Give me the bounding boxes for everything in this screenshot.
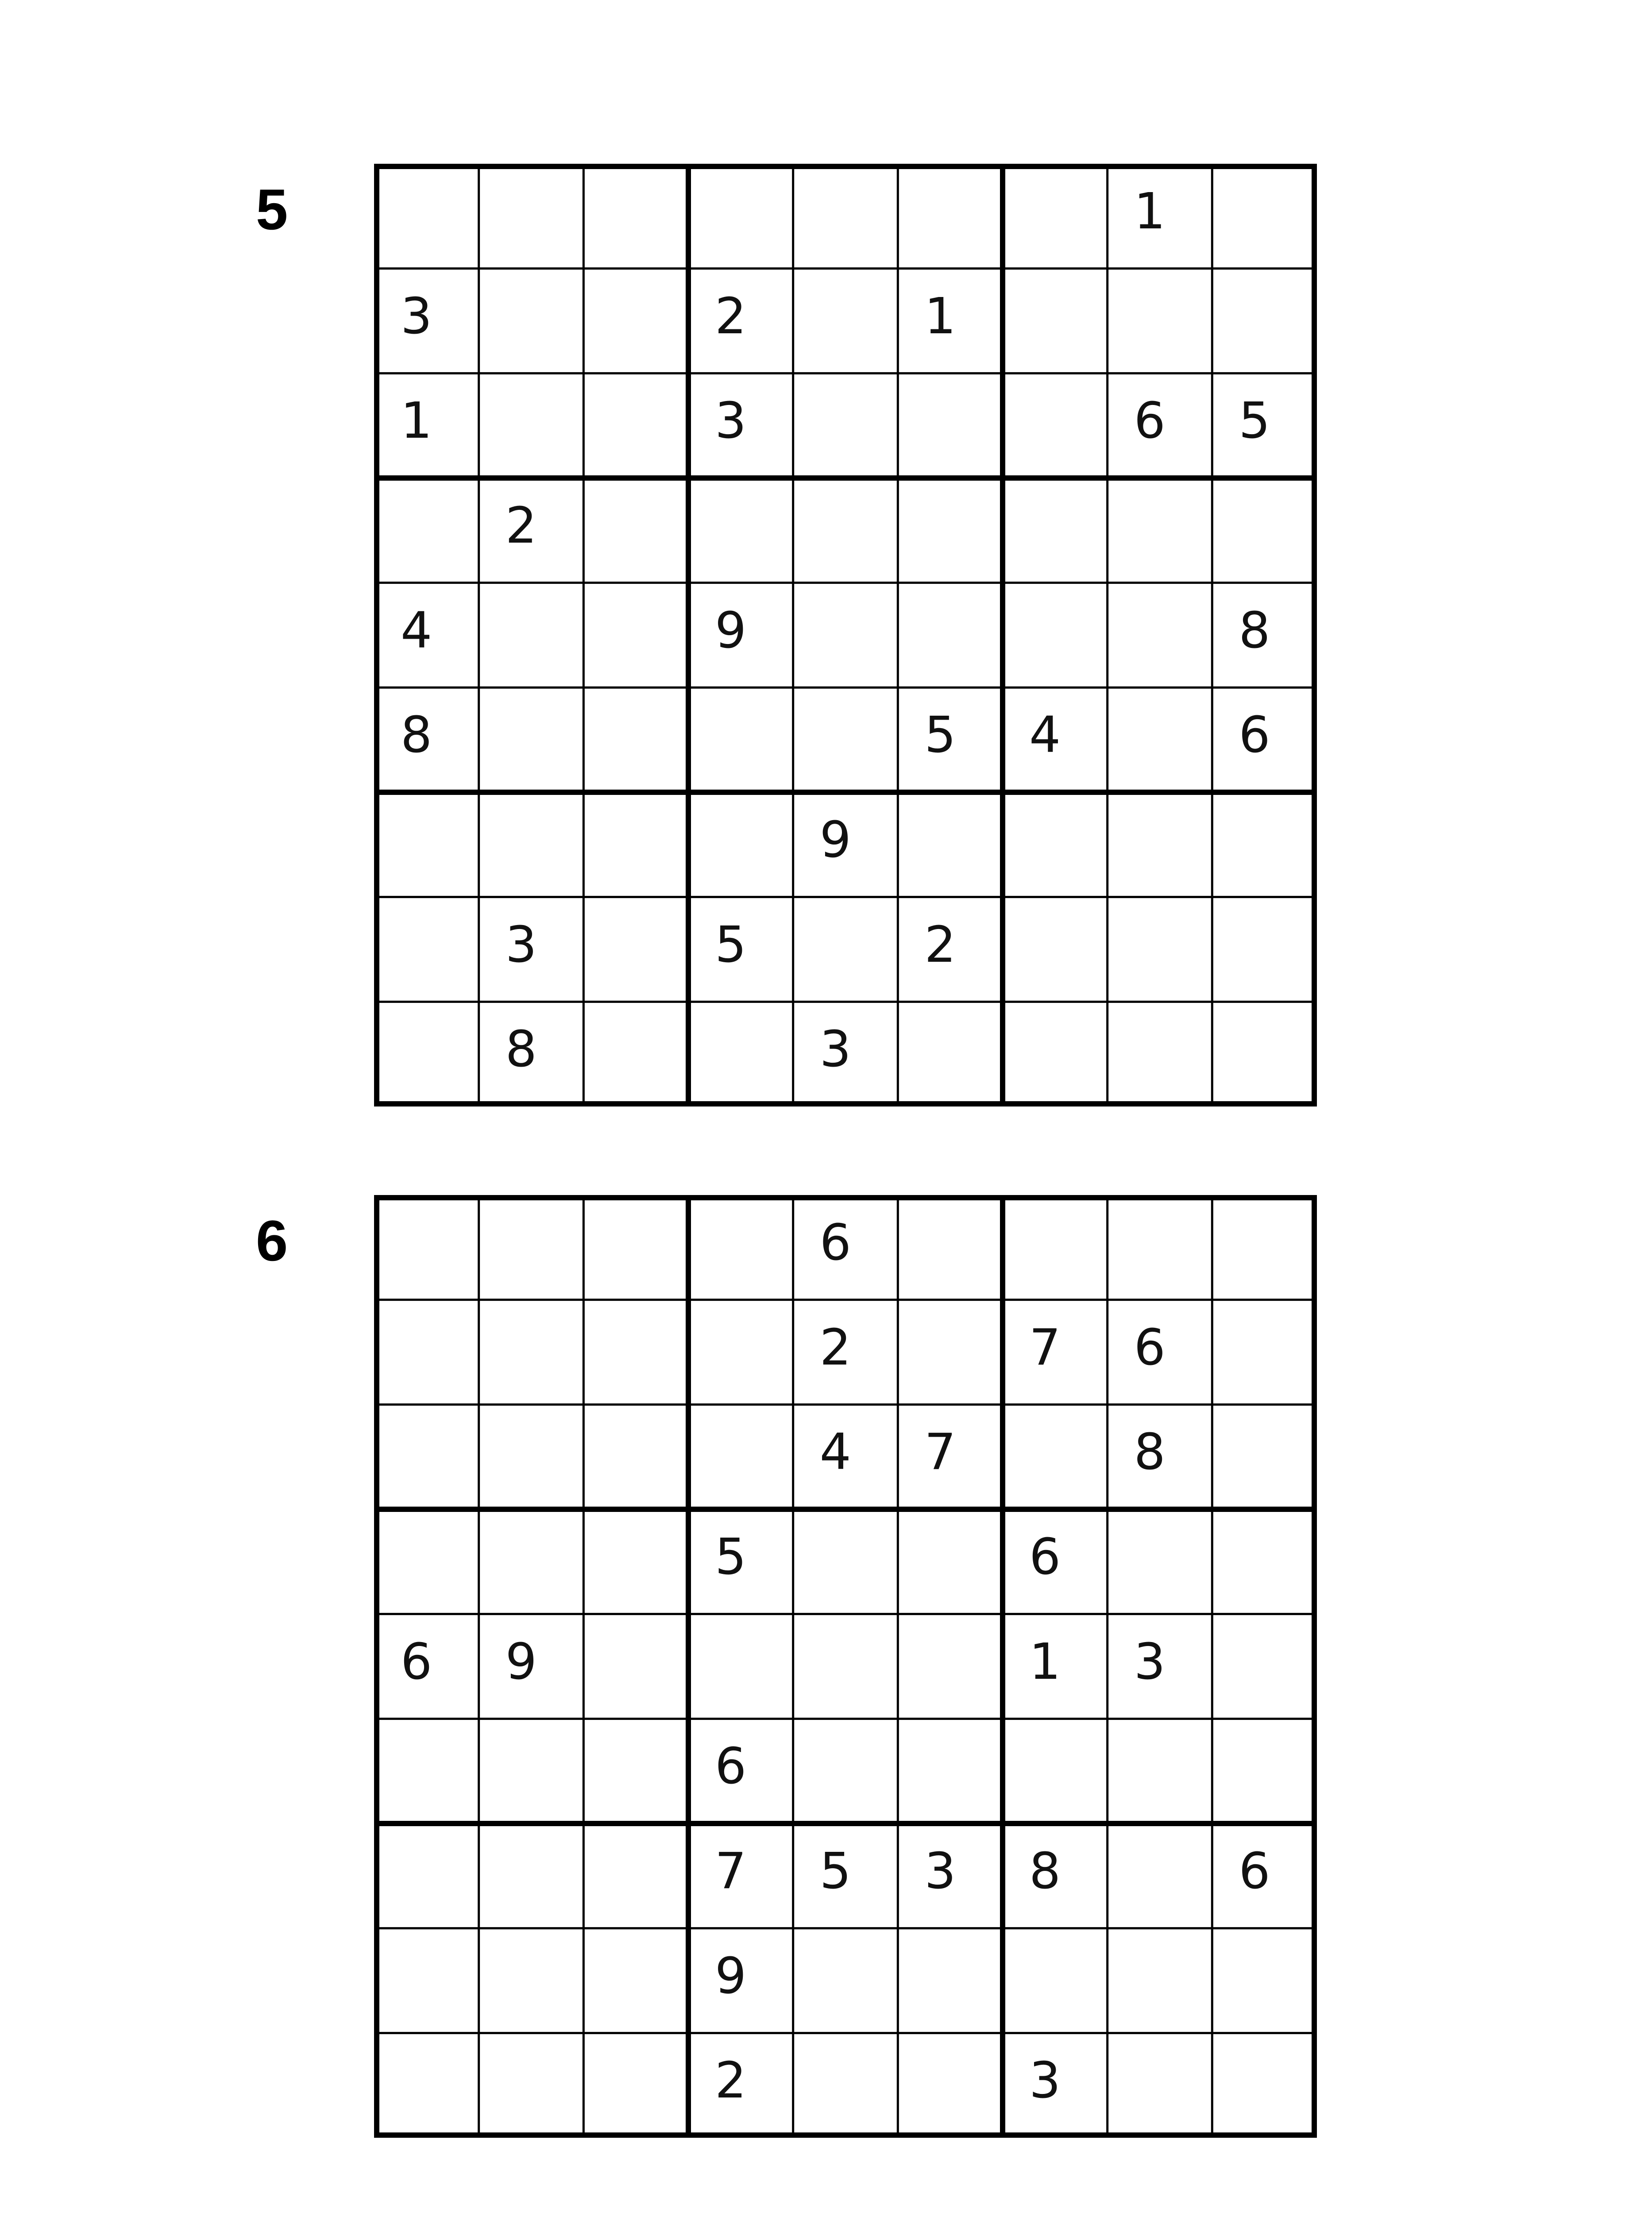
sudoku-cell-r6c3[interactable] (583, 687, 688, 792)
sudoku-cell-r7c7[interactable]: 8 (1029, 1843, 1061, 1900)
sudoku-cell-r9c5[interactable]: 3 (819, 1021, 851, 1079)
puzzle-5-number: 5 (256, 177, 288, 242)
sudoku-cell-r3c3[interactable] (583, 373, 688, 478)
sudoku-cell-r4c7[interactable]: 6 (1029, 1528, 1061, 1586)
sudoku-cell-r1c2[interactable] (479, 1195, 584, 1300)
sudoku-cell-r5c9[interactable] (1212, 1614, 1317, 1719)
sudoku-cell-r5c6[interactable] (898, 583, 1003, 688)
sudoku-cell-r6c7[interactable]: 4 (1029, 706, 1061, 764)
sudoku-cell-r8c7[interactable] (1003, 1928, 1108, 2033)
sudoku-cell-r4c1[interactable] (374, 478, 479, 583)
sudoku-cell-r6c6[interactable] (898, 1719, 1003, 1824)
sudoku-cell-r2c2[interactable] (479, 269, 584, 374)
sudoku-cell-r3c8[interactable]: 6 (1134, 392, 1166, 450)
sudoku-cell-r1c4[interactable] (688, 1195, 793, 1300)
sudoku-grid-puzzle-6 (374, 1195, 1317, 2138)
sudoku-cell-r2c8[interactable] (1108, 269, 1212, 374)
sudoku-cell-r4c6[interactable] (898, 1509, 1003, 1614)
sudoku-cell-r3c1[interactable] (374, 1404, 479, 1509)
sudoku-cell-r5c7[interactable] (1003, 583, 1108, 688)
sudoku-cell-r8c2[interactable]: 3 (505, 916, 537, 974)
sudoku-cell-r1c1[interactable] (374, 164, 479, 269)
sudoku-cell-r2c7[interactable] (1003, 269, 1108, 374)
sudoku-cell-r9c2[interactable] (479, 2033, 584, 2138)
sudoku-cell-r5c3[interactable] (583, 583, 688, 688)
sudoku-cell-r1c3[interactable] (583, 1195, 688, 1300)
sudoku-cell-r9c7[interactable]: 3 (1029, 2052, 1061, 2110)
sudoku-cell-r1c6[interactable] (898, 1195, 1003, 1300)
sudoku-cell-r4c6[interactable] (898, 478, 1003, 583)
sudoku-cell-r8c4[interactable]: 9 (715, 1947, 747, 2005)
sudoku-cell-r6c9[interactable] (1212, 1719, 1317, 1824)
sudoku-cell-r2c6[interactable]: 1 (924, 287, 956, 345)
sudoku-cell-r5c5[interactable] (793, 1614, 898, 1719)
sudoku-cell-r9c4[interactable] (688, 1002, 793, 1106)
sudoku-cell-r5c1[interactable]: 4 (401, 601, 432, 659)
sudoku-cell-r6c1[interactable] (374, 1719, 479, 1824)
sudoku-cell-r3c9[interactable]: 5 (1239, 392, 1270, 450)
sudoku-cell-r2c1[interactable] (374, 1300, 479, 1405)
sudoku-cell-r3c8[interactable]: 8 (1134, 1423, 1166, 1481)
sudoku-cell-r8c6[interactable]: 2 (924, 916, 956, 974)
sudoku-cell-r3c3[interactable] (583, 1404, 688, 1509)
sudoku-cell-r5c8[interactable]: 3 (1134, 1633, 1166, 1691)
sudoku-cell-r7c6[interactable]: 3 (924, 1843, 956, 1900)
sudoku-cell-r1c6[interactable] (898, 164, 1003, 269)
sudoku-cell-r5c3[interactable] (583, 1614, 688, 1719)
sudoku-cell-r8c9[interactable] (1212, 1928, 1317, 2033)
sudoku-cell-r8c3[interactable] (583, 1928, 688, 2033)
sudoku-cell-r1c7[interactable] (1003, 1195, 1108, 1300)
sudoku-cell-r2c9[interactable] (1212, 1300, 1317, 1405)
sudoku-cell-r6c7[interactable] (1003, 1719, 1108, 1824)
sudoku-cell-r4c9[interactable] (1212, 478, 1317, 583)
sudoku-cell-r4c1[interactable] (374, 1509, 479, 1614)
sudoku-cell-r2c4[interactable]: 2 (715, 287, 747, 345)
sudoku-cell-r3c5[interactable] (793, 373, 898, 478)
sudoku-cell-r7c4[interactable] (688, 792, 793, 897)
sudoku-cell-r1c7[interactable] (1003, 164, 1108, 269)
sudoku-cell-r6c5[interactable] (793, 687, 898, 792)
sudoku-cell-r8c5[interactable] (793, 897, 898, 1002)
sudoku-cell-r7c9[interactable]: 6 (1239, 1843, 1270, 1900)
sudoku-cell-r9c2[interactable]: 8 (505, 1021, 537, 1079)
sudoku-cell-r6c3[interactable] (583, 1719, 688, 1824)
sudoku-cell-r2c1[interactable]: 3 (401, 287, 432, 345)
sudoku-cell-r4c7[interactable] (1003, 478, 1108, 583)
sudoku-cell-r7c3[interactable] (583, 1824, 688, 1928)
sudoku-cell-r8c3[interactable] (583, 897, 688, 1002)
sudoku-cell-r1c8[interactable]: 1 (1134, 183, 1166, 240)
sudoku-cell-r1c9[interactable] (1212, 164, 1317, 269)
sudoku-cell-r9c1[interactable] (374, 1002, 479, 1106)
sudoku-cell-r7c5[interactable]: 5 (819, 1843, 851, 1900)
sudoku-cell-r6c1[interactable]: 8 (401, 706, 432, 764)
sudoku-cell-r1c8[interactable] (1108, 1195, 1212, 1300)
sudoku-cell-r7c3[interactable] (583, 792, 688, 897)
sudoku-cell-r3c4[interactable]: 3 (715, 392, 747, 450)
sudoku-cell-r4c8[interactable] (1108, 478, 1212, 583)
sudoku-cell-r9c9[interactable] (1212, 1002, 1317, 1106)
sudoku-cell-r3c2[interactable] (479, 373, 584, 478)
sudoku-cell-r2c2[interactable] (479, 1300, 584, 1405)
sudoku-cell-r4c3[interactable] (583, 478, 688, 583)
sudoku-cell-r7c1[interactable] (374, 792, 479, 897)
sudoku-cell-r7c9[interactable] (1212, 792, 1317, 897)
sudoku-cell-r5c6[interactable] (898, 1614, 1003, 1719)
sudoku-cell-r3c7[interactable] (1003, 1404, 1108, 1509)
sudoku-cell-r4c9[interactable] (1212, 1509, 1317, 1614)
sudoku-cell-r1c4[interactable] (688, 164, 793, 269)
sudoku-cell-r8c1[interactable] (374, 1928, 479, 2033)
sudoku-cell-r5c9[interactable]: 8 (1239, 601, 1270, 659)
sudoku-cell-r5c2[interactable] (479, 583, 584, 688)
sudoku-cell-r4c5[interactable] (793, 1509, 898, 1614)
sudoku-cell-r5c4[interactable] (688, 1614, 793, 1719)
sudoku-cell-r7c6[interactable] (898, 792, 1003, 897)
sudoku-cell-r3c5[interactable]: 4 (819, 1423, 851, 1481)
sudoku-cell-r4c4[interactable]: 5 (715, 1528, 747, 1586)
sudoku-cell-r1c1[interactable] (374, 1195, 479, 1300)
sudoku-cell-r5c4[interactable]: 9 (715, 601, 747, 659)
sudoku-cell-r1c9[interactable] (1212, 1195, 1317, 1300)
sudoku-cell-r9c5[interactable] (793, 2033, 898, 2138)
sudoku-cell-r8c4[interactable]: 5 (715, 916, 747, 974)
sudoku-cell-r6c8[interactable] (1108, 687, 1212, 792)
puzzle-6-number: 6 (256, 1208, 288, 1273)
sudoku-cell-r6c2[interactable] (479, 687, 584, 792)
sudoku-cell-r2c5[interactable] (793, 269, 898, 374)
sudoku-cell-r5c5[interactable] (793, 583, 898, 688)
sudoku-cell-r6c4[interactable] (688, 687, 793, 792)
sudoku-cell-r7c8[interactable] (1108, 792, 1212, 897)
sudoku-cell-r8c2[interactable] (479, 1928, 584, 2033)
sudoku-cell-r2c4[interactable] (688, 1300, 793, 1405)
sudoku-cell-r5c8[interactable] (1108, 583, 1212, 688)
sudoku-cell-r7c5[interactable]: 9 (819, 811, 851, 869)
sudoku-cell-r4c8[interactable] (1108, 1509, 1212, 1614)
sudoku-cell-r7c7[interactable] (1003, 792, 1108, 897)
sudoku-cell-r9c9[interactable] (1212, 2033, 1317, 2138)
sudoku-cell-r8c9[interactable] (1212, 897, 1317, 1002)
sudoku-cell-r7c8[interactable] (1108, 1824, 1212, 1928)
sudoku-cell-r5c1[interactable]: 6 (401, 1633, 432, 1691)
sudoku-cell-r2c6[interactable] (898, 1300, 1003, 1405)
sudoku-cell-r8c6[interactable] (898, 1928, 1003, 2033)
sudoku-cell-r4c2[interactable]: 2 (505, 497, 537, 555)
sudoku-cell-r3c2[interactable] (479, 1404, 584, 1509)
sudoku-grid-puzzle-5 (374, 164, 1317, 1106)
sudoku-cell-r2c7[interactable]: 7 (1029, 1319, 1061, 1376)
sudoku-cell-r3c7[interactable] (1003, 373, 1108, 478)
sudoku-cell-r8c8[interactable] (1108, 1928, 1212, 2033)
sudoku-cell-r9c4[interactable]: 2 (715, 2052, 747, 2110)
sudoku-cell-r8c1[interactable] (374, 897, 479, 1002)
sudoku-cell-r9c6[interactable] (898, 1002, 1003, 1106)
sudoku-cell-r5c2[interactable]: 9 (505, 1633, 537, 1691)
sudoku-cell-r9c1[interactable] (374, 2033, 479, 2138)
sudoku-cell-r1c2[interactable] (479, 164, 584, 269)
sudoku-cell-r9c7[interactable] (1003, 1002, 1108, 1106)
sudoku-cell-r7c2[interactable] (479, 792, 584, 897)
sudoku-cell-r6c5[interactable] (793, 1719, 898, 1824)
sudoku-cell-r3c4[interactable] (688, 1404, 793, 1509)
sudoku-cell-r7c1[interactable] (374, 1824, 479, 1928)
sudoku-cell-r8c7[interactable] (1003, 897, 1108, 1002)
sudoku-cell-r7c4[interactable]: 7 (715, 1843, 747, 1900)
sudoku-cell-r2c5[interactable]: 2 (819, 1319, 851, 1376)
sudoku-cell-r9c3[interactable] (583, 1002, 688, 1106)
sudoku-cell-r6c6[interactable]: 5 (924, 706, 956, 764)
sudoku-cell-r9c6[interactable] (898, 2033, 1003, 2138)
sudoku-cell-r6c9[interactable]: 6 (1239, 706, 1270, 764)
sudoku-cell-r1c3[interactable] (583, 164, 688, 269)
sudoku-cell-r8c5[interactable] (793, 1928, 898, 2033)
sudoku-cell-r3c6[interactable] (898, 373, 1003, 478)
sudoku-cell-r3c6[interactable]: 7 (924, 1423, 956, 1481)
sudoku-cell-r3c9[interactable] (1212, 1404, 1317, 1509)
sudoku-cell-r4c4[interactable] (688, 478, 793, 583)
sudoku-cell-r4c2[interactable] (479, 1509, 584, 1614)
sudoku-cell-r6c8[interactable] (1108, 1719, 1212, 1824)
sudoku-cell-r9c8[interactable] (1108, 2033, 1212, 2138)
sudoku-cell-r9c8[interactable] (1108, 1002, 1212, 1106)
sudoku-cell-r3c1[interactable]: 1 (401, 392, 432, 450)
sudoku-cell-r4c3[interactable] (583, 1509, 688, 1614)
sudoku-cell-r2c9[interactable] (1212, 269, 1317, 374)
sudoku-cell-r6c2[interactable] (479, 1719, 584, 1824)
sudoku-cell-r2c3[interactable] (583, 1300, 688, 1405)
sudoku-cell-r9c3[interactable] (583, 2033, 688, 2138)
sudoku-cell-r7c2[interactable] (479, 1824, 584, 1928)
sudoku-cell-r2c8[interactable]: 6 (1134, 1319, 1166, 1376)
sudoku-cell-r1c5[interactable]: 6 (819, 1214, 851, 1272)
sudoku-cell-r1c5[interactable] (793, 164, 898, 269)
sudoku-cell-r8c8[interactable] (1108, 897, 1212, 1002)
sudoku-cell-r5c7[interactable]: 1 (1029, 1633, 1061, 1691)
sudoku-cell-r4c5[interactable] (793, 478, 898, 583)
sudoku-cell-r2c3[interactable] (583, 269, 688, 374)
sudoku-cell-r6c4[interactable]: 6 (715, 1738, 747, 1796)
